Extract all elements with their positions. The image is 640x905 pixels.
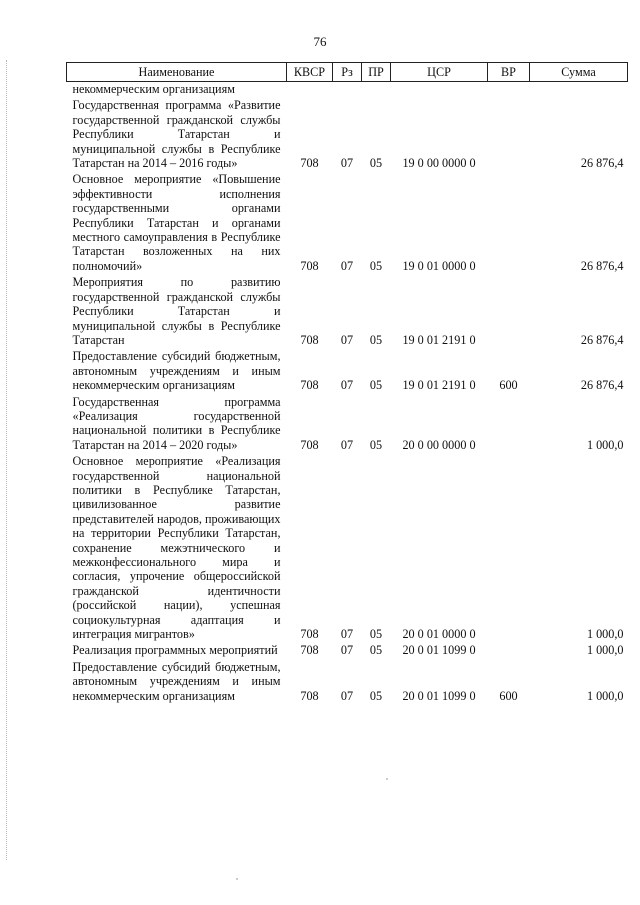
row-rz: 07	[340, 378, 354, 393]
row-vr	[488, 97, 530, 171]
continuation-text: некоммерческим организациям	[72, 82, 235, 96]
row-sum: 1 000,0	[586, 643, 624, 658]
row-csr: 19 0 01 2191 0	[402, 332, 476, 347]
row-sum: 1 000,0	[586, 437, 624, 452]
table-row-continuation	[67, 82, 628, 98]
row-kvsr: 708	[300, 258, 319, 273]
row-kvsr: 708	[300, 437, 319, 452]
row-name: Основное мероприятие «Повышение эффективности исполнения государственными органами Республики Татарстан и органами местного самоуправления в Республике Татарстан возложенных на них полномочий»	[72, 172, 281, 273]
row-csr: 19 0 00 0000 0	[402, 156, 476, 171]
table-row	[67, 97, 628, 171]
header-csr: ЦСР	[391, 63, 488, 82]
header-name: Наименование	[67, 63, 287, 82]
row-pr: 05	[369, 627, 383, 642]
row-rz: 07	[340, 643, 354, 658]
row-rz: 07	[340, 627, 354, 642]
row-kvsr: 708	[300, 332, 319, 347]
row-csr: 19 0 01 2191 0	[402, 378, 476, 393]
scan-speck	[386, 778, 388, 780]
row-rz: 07	[340, 688, 354, 703]
row-pr: 05	[369, 643, 383, 658]
row-csr: 20 0 00 0000 0	[402, 437, 476, 452]
row-sum: 26 876,4	[580, 332, 624, 347]
row-rz: 07	[340, 437, 354, 452]
table-header-row	[67, 63, 628, 82]
row-name: Реализация программных мероприятий	[72, 643, 278, 658]
row-vr: 600	[499, 688, 518, 703]
header-rz: Рз	[333, 63, 362, 82]
row-kvsr: 708	[300, 688, 319, 703]
row-name: Государственная программа «Развитие государственной гражданской службы Республики Татарстан и муниципальной службы в Республике Татарстан на 2014 – 2016 годы»	[72, 98, 281, 171]
row-name: Государственная программа «Реализация государственной национальной политики в Республике Татарстан на 2014 – 2020 годы»	[72, 394, 281, 452]
budget-table	[66, 62, 628, 704]
table-row	[67, 642, 628, 658]
row-sum: 26 876,4	[580, 258, 624, 273]
row-csr: 20 0 01 0000 0	[402, 627, 476, 642]
row-kvsr: 708	[300, 627, 319, 642]
row-kvsr: 708	[300, 643, 319, 658]
row-sum: 1 000,0	[586, 627, 624, 642]
row-sum: 26 876,4	[580, 378, 624, 393]
row-pr: 05	[369, 156, 383, 171]
row-vr	[488, 453, 530, 642]
table-row	[67, 659, 628, 704]
row-csr: 19 0 01 0000 0	[402, 258, 476, 273]
row-name: Мероприятия по развитию государственной гражданской службы Республики Татарстан и муниципальной службы в Республике Татарстан	[72, 275, 281, 347]
row-vr	[488, 394, 530, 454]
row-vr	[488, 642, 530, 658]
table-row	[67, 394, 628, 454]
row-rz: 07	[340, 156, 354, 171]
page-number: 76	[313, 34, 327, 49]
row-kvsr: 708	[300, 156, 319, 171]
row-csr: 20 0 01 1099 0	[402, 688, 476, 703]
row-name: Предоставление субсидий бюджетным, автономным учреждениям и иным некоммерческим организациям	[72, 349, 281, 393]
header-kvsr: КВСР	[287, 63, 333, 82]
header-vr: ВР	[488, 63, 530, 82]
row-vr: 600	[499, 378, 518, 393]
row-csr: 20 0 01 1099 0	[402, 643, 476, 658]
table-row	[67, 171, 628, 274]
table-row	[67, 348, 628, 393]
row-pr: 05	[369, 332, 383, 347]
row-name: Предоставление субсидий бюджетным, автономным учреждениям и иным некоммерческим организациям	[72, 659, 281, 703]
row-rz: 07	[340, 332, 354, 347]
row-name: Основное мероприятие «Реализация государственной национальной политики в Республике Татарстан, цивилизованное развитие представителей народов, проживающих на территории Республики Татарстан, сохранение межэтнического и межконфессионального мира и согласия, упрочение общероссийской гражданской идентичности (российской нации), успешная социокультурная адаптация и интеграция мигрантов»	[72, 454, 281, 642]
row-kvsr: 708	[300, 378, 319, 393]
header-sum: Сумма	[530, 63, 628, 82]
row-pr: 05	[369, 258, 383, 273]
header-pr: ПР	[362, 63, 391, 82]
scan-margin-artifact	[6, 60, 9, 860]
row-sum: 1 000,0	[586, 688, 624, 703]
table-row	[67, 274, 628, 348]
scan-speck	[236, 878, 238, 880]
row-vr	[488, 274, 530, 348]
table-row	[67, 453, 628, 642]
row-vr	[488, 171, 530, 274]
row-rz: 07	[340, 258, 354, 273]
row-pr: 05	[369, 378, 383, 393]
row-pr: 05	[369, 437, 383, 452]
row-sum: 26 876,4	[580, 156, 624, 171]
row-pr: 05	[369, 688, 383, 703]
